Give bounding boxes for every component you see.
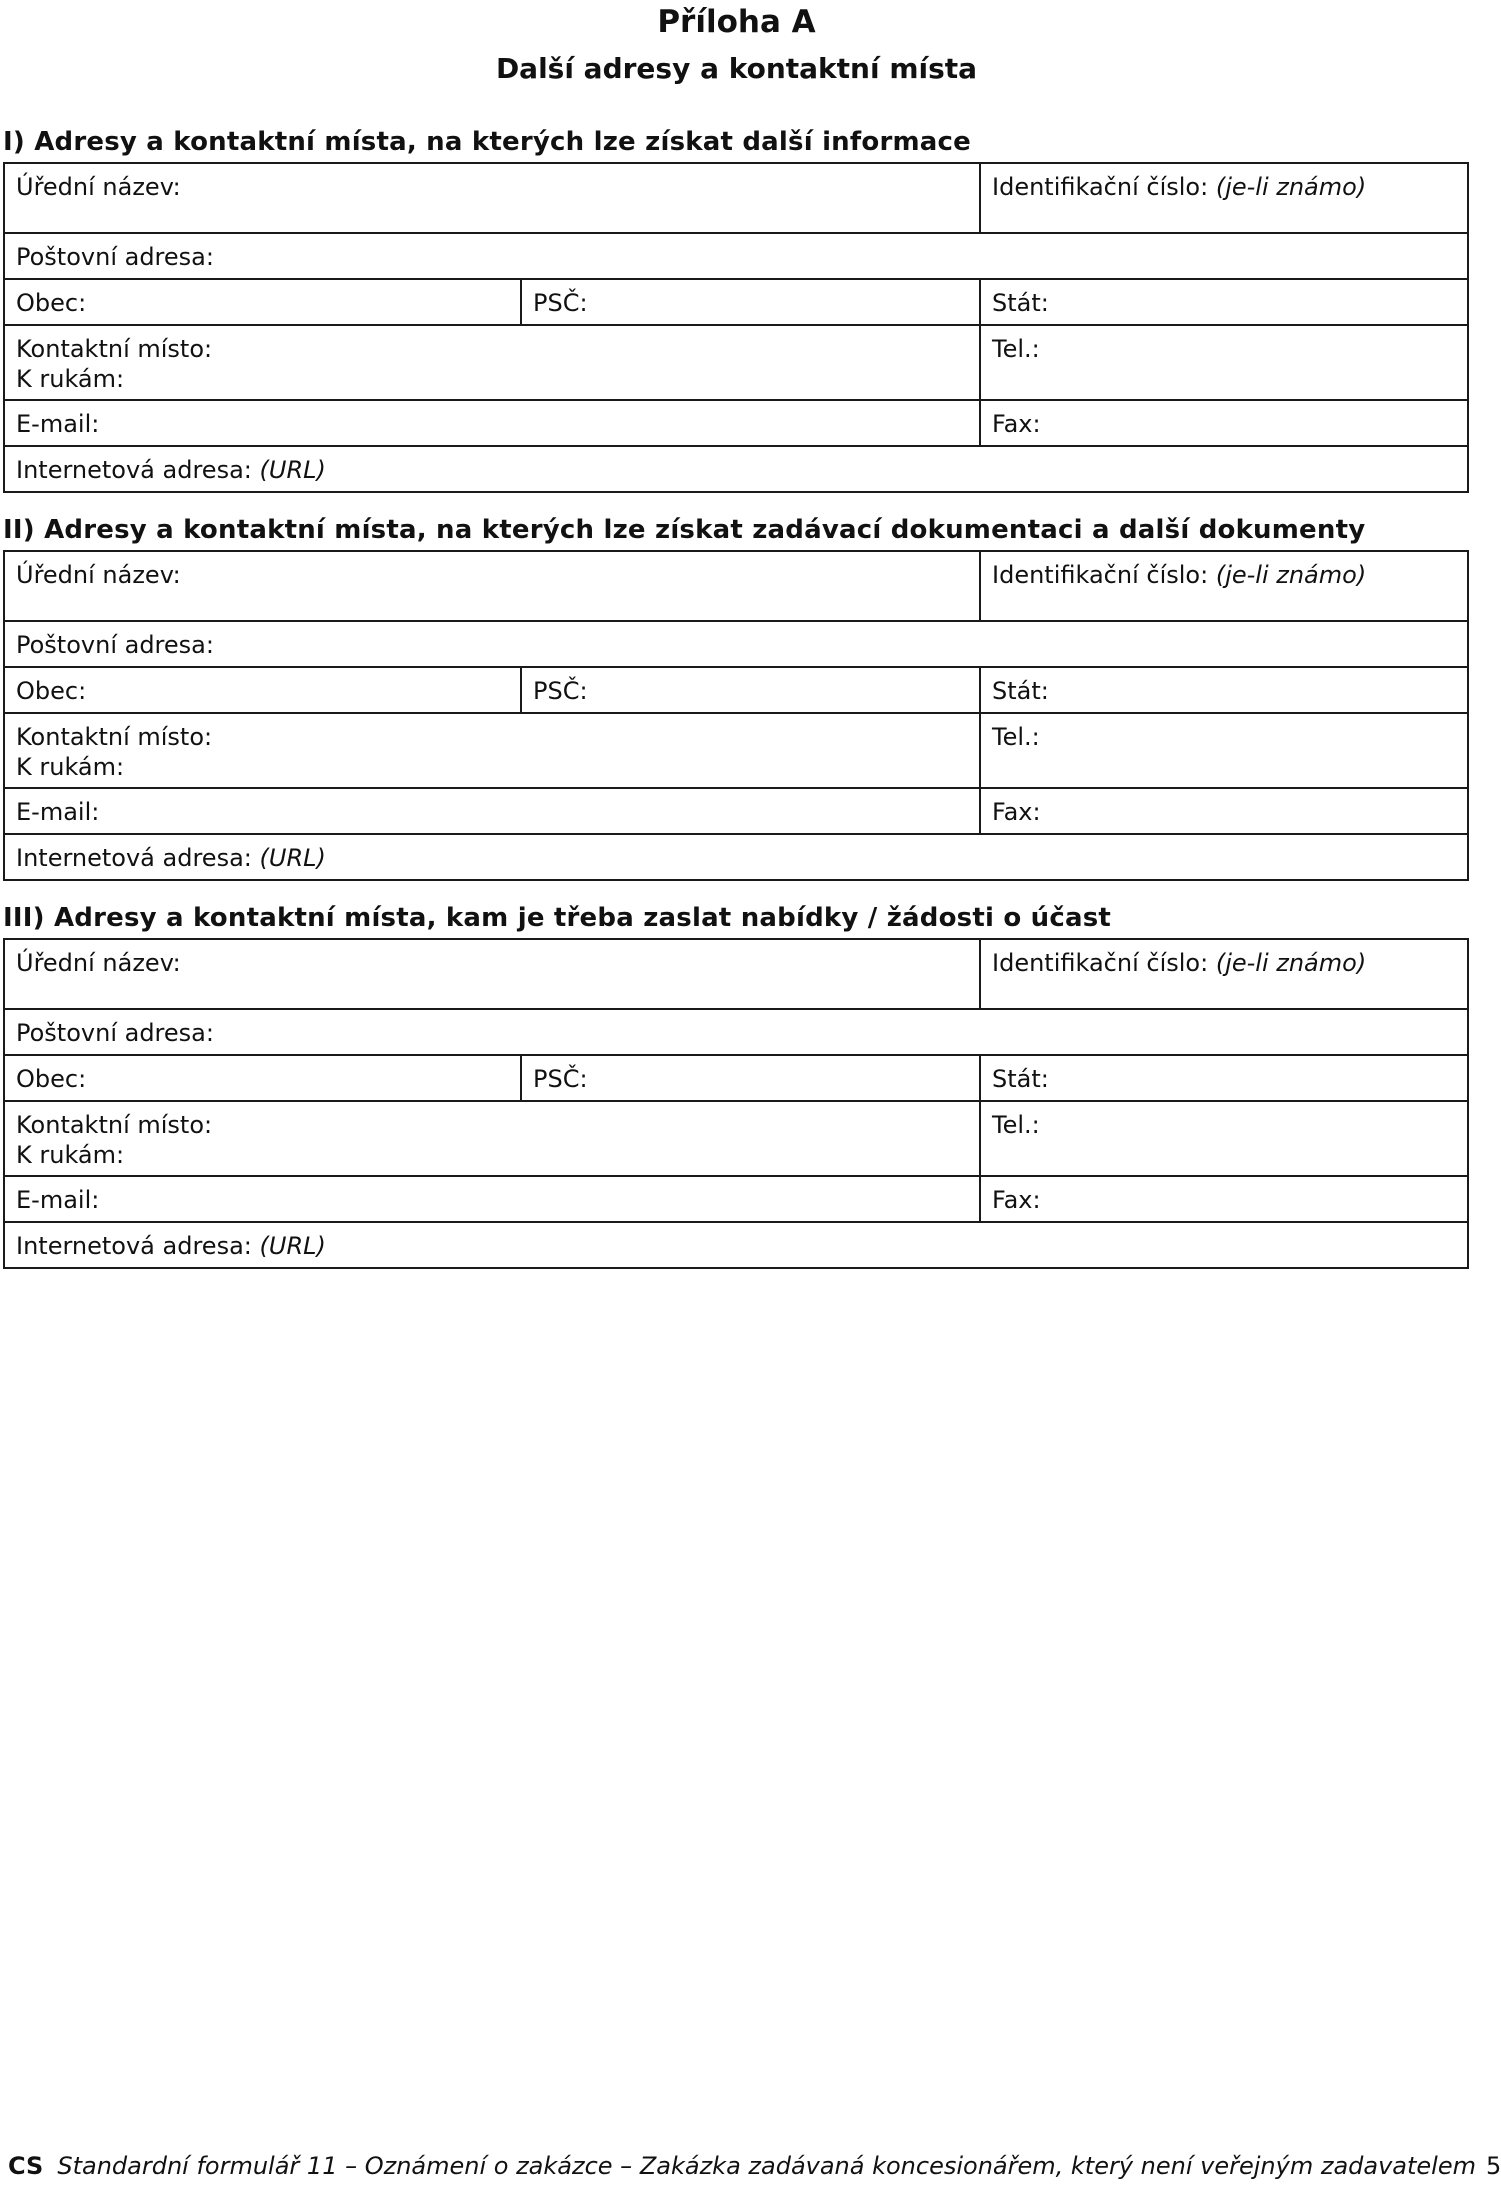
phone-field[interactable]: [981, 714, 1467, 787]
town-label: Obec:: [16, 1065, 87, 1093]
internet-address-label: Internetová adresa:: [16, 844, 252, 872]
internet-address-field[interactable]: [5, 835, 1467, 879]
official-name-field[interactable]: [5, 164, 981, 232]
postal-code-label: PSČ:: [533, 1065, 588, 1093]
fax-label: Fax:: [992, 798, 1041, 826]
email-field[interactable]: [5, 1177, 981, 1221]
postal-address-label: Poštovní adresa:: [16, 1019, 214, 1047]
postal-address-field[interactable]: [5, 234, 1467, 278]
email-label: E-mail:: [16, 1186, 100, 1214]
postal-code-label: PSČ:: [533, 289, 588, 317]
email-label: E-mail:: [16, 798, 100, 826]
postal-code-field[interactable]: [522, 280, 981, 324]
id-number-hint: (je-li známo): [1215, 173, 1367, 201]
section-1: [3, 122, 1469, 493]
attention-label: K rukám:: [16, 1141, 125, 1169]
country-label: Stát:: [992, 289, 1049, 317]
form-title: Standardní formulář 11 – Oznámení o zakázce – Zakázka zadávaná koncesionářem, který není veřejným zadavatelem: [57, 2152, 1476, 2180]
country-field[interactable]: [981, 1056, 1467, 1100]
attention-label: K rukám:: [16, 753, 125, 781]
phone-label: Tel.:: [992, 723, 1040, 751]
section-3: [3, 898, 1469, 1269]
page-subtitle: Další adresy a kontaktní místa: [495, 52, 978, 85]
fax-field[interactable]: [981, 1177, 1467, 1221]
phone-field[interactable]: [981, 1102, 1467, 1175]
contact-point-label: Kontaktní místo:: [16, 1111, 213, 1139]
page-title: Příloha A: [657, 4, 816, 40]
country-label: Stát:: [992, 1065, 1049, 1093]
address-form-table: [3, 938, 1469, 1269]
email-field[interactable]: [5, 401, 981, 445]
id-number-label: Identifikační číslo:: [992, 561, 1209, 589]
country-label: Stát:: [992, 677, 1049, 705]
page-number: 5: [1486, 2152, 1501, 2180]
official-name-field[interactable]: [5, 552, 981, 620]
internet-address-field[interactable]: [5, 447, 1467, 491]
official-name-label: Úřední název:: [16, 561, 181, 589]
internet-address-field[interactable]: [5, 1223, 1467, 1267]
section-heading: II) Adresy a kontaktní místa, na kterých lze získat zadávací dokumentaci a další dokumenty: [3, 515, 1366, 545]
phone-label: Tel.:: [992, 335, 1040, 363]
page-footer: [8, 2152, 1501, 2180]
town-field[interactable]: [5, 280, 522, 324]
contact-point-label: Kontaktní místo:: [16, 335, 213, 363]
id-number-field[interactable]: [981, 940, 1467, 1008]
address-form-table: [3, 162, 1469, 493]
id-number-field[interactable]: [981, 552, 1467, 620]
language-code: CS: [8, 2152, 44, 2180]
postal-code-label: PSČ:: [533, 677, 588, 705]
internet-address-label: Internetová adresa:: [16, 1232, 252, 1260]
country-field[interactable]: [981, 280, 1467, 324]
official-name-field[interactable]: [5, 940, 981, 1008]
postal-address-field[interactable]: [5, 622, 1467, 666]
email-field[interactable]: [5, 789, 981, 833]
fax-field[interactable]: [981, 789, 1467, 833]
official-name-label: Úřední název:: [16, 173, 181, 201]
section-heading: I) Adresy a kontaktní místa, na kterých lze získat další informace: [3, 127, 971, 157]
internet-address-hint: (URL): [259, 456, 326, 484]
postal-code-field[interactable]: [522, 668, 981, 712]
official-name-label: Úřední název:: [16, 949, 181, 977]
section-2: [3, 510, 1469, 881]
id-number-hint: (je-li známo): [1215, 561, 1367, 589]
id-number-hint: (je-li známo): [1215, 949, 1367, 977]
id-number-label: Identifikační číslo:: [992, 949, 1209, 977]
fax-label: Fax:: [992, 410, 1041, 438]
postal-address-label: Poštovní adresa:: [16, 631, 214, 659]
contact-point-field[interactable]: [5, 714, 981, 787]
town-label: Obec:: [16, 677, 87, 705]
id-number-field[interactable]: [981, 164, 1467, 232]
contact-point-field[interactable]: [5, 1102, 981, 1175]
contact-point-label: Kontaktní místo:: [16, 723, 213, 751]
postal-address-label: Poštovní adresa:: [16, 243, 214, 271]
internet-address-hint: (URL): [259, 1232, 326, 1260]
phone-field[interactable]: [981, 326, 1467, 399]
contact-point-field[interactable]: [5, 326, 981, 399]
attention-label: K rukám:: [16, 365, 125, 393]
internet-address-label: Internetová adresa:: [16, 456, 252, 484]
postal-code-field[interactable]: [522, 1056, 981, 1100]
town-field[interactable]: [5, 1056, 522, 1100]
town-label: Obec:: [16, 289, 87, 317]
phone-label: Tel.:: [992, 1111, 1040, 1139]
address-form-table: [3, 550, 1469, 881]
postal-address-field[interactable]: [5, 1010, 1467, 1054]
internet-address-hint: (URL): [259, 844, 326, 872]
id-number-label: Identifikační číslo:: [992, 173, 1209, 201]
town-field[interactable]: [5, 668, 522, 712]
country-field[interactable]: [981, 668, 1467, 712]
email-label: E-mail:: [16, 410, 100, 438]
fax-field[interactable]: [981, 401, 1467, 445]
section-heading: III) Adresy a kontaktní místa, kam je třeba zaslat nabídky / žádosti o účast: [3, 903, 1112, 933]
fax-label: Fax:: [992, 1186, 1041, 1214]
